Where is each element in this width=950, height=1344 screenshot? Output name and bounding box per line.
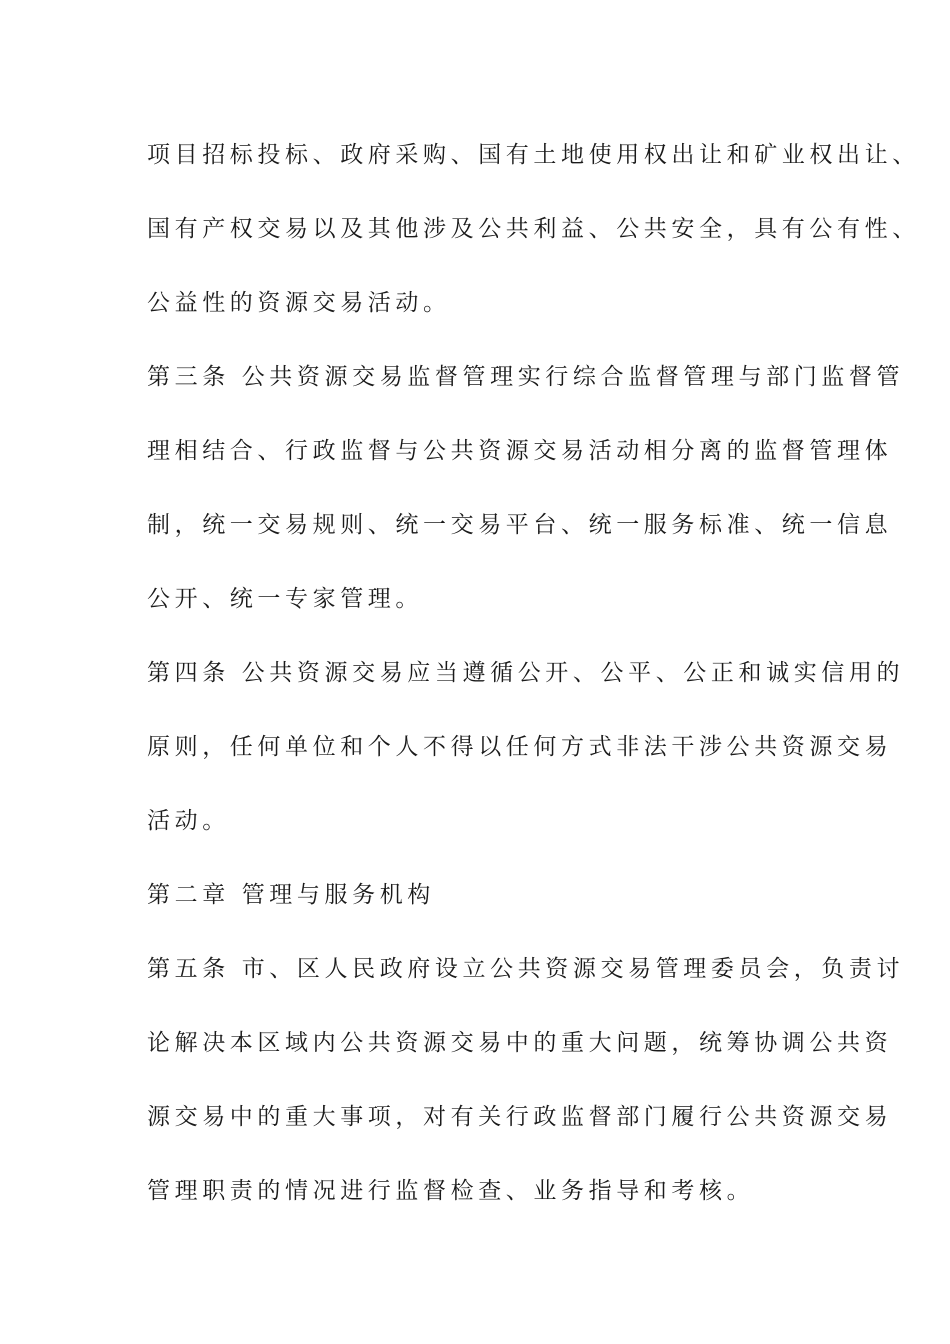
paragraph-line: 项目招标投标、政府采购、国有土地使用权出让和矿业权出让、 (147, 142, 920, 168)
article-4-heading-line: 第四条 公共资源交易应当遵循公开、公平、公正和诚实信用的 (147, 660, 905, 686)
paragraph-line: 公开、统一专家管理。 (147, 586, 423, 612)
paragraph-line: 管理职责的情况进行监督检查、业务指导和考核。 (147, 1178, 755, 1204)
article-3-heading-line: 第三条 公共资源交易监督管理实行综合监督管理与部门监督管 (147, 364, 905, 390)
paragraph-line: 原则，任何单位和个人不得以任何方式非法干涉公共资源交易 (147, 734, 893, 760)
chapter-2-heading: 第二章 管理与服务机构 (147, 882, 435, 908)
paragraph-line: 理相结合、行政监督与公共资源交易活动相分离的监督管理体 (147, 438, 893, 464)
paragraph-line: 制，统一交易规则、统一交易平台、统一服务标准、统一信息 (147, 512, 893, 538)
paragraph-line: 源交易中的重大事项，对有关行政监督部门履行公共资源交易 (147, 1104, 893, 1130)
paragraph-line: 论解决本区域内公共资源交易中的重大问题，统筹协调公共资 (147, 1030, 893, 1056)
paragraph-line: 公益性的资源交易活动。 (147, 290, 451, 316)
paragraph-line: 活动。 (147, 808, 230, 834)
article-5-heading-line: 第五条 市、区人民政府设立公共资源交易管理委员会，负责讨 (147, 956, 905, 982)
paragraph-line: 国有产权交易以及其他涉及公共利益、公共安全，具有公有性、 (147, 216, 920, 242)
